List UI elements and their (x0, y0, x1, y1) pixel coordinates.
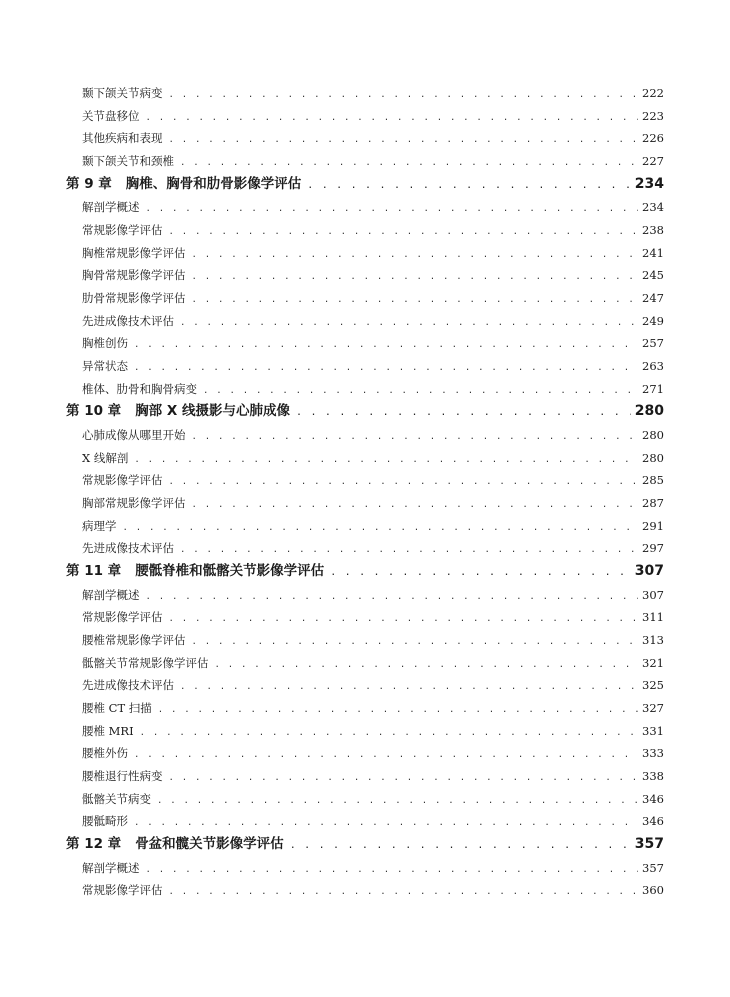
toc-chapter-entry[interactable] (66, 173, 664, 197)
section-title-text: 病理学 (82, 518, 117, 533)
section-title (82, 264, 192, 287)
dot-leader (134, 812, 638, 835)
section-title-text: 异常状态 (82, 359, 128, 374)
section-title (82, 378, 203, 401)
chapter-number: 第 12 章 (66, 836, 122, 853)
section-title (82, 629, 192, 652)
dot-leader (146, 586, 639, 609)
dot-leader (192, 494, 639, 517)
dot-leader (192, 631, 639, 654)
section-title (82, 82, 169, 105)
section-title-text: 颞下颌关节病变 (82, 86, 163, 100)
dot-leader (192, 266, 639, 289)
section-title (82, 219, 169, 242)
toc-section-entry[interactable] (66, 242, 664, 265)
dot-leader (180, 312, 638, 335)
dot-leader (169, 221, 639, 244)
section-title (82, 447, 134, 470)
page-number: 280 (634, 403, 664, 420)
section-title (82, 606, 169, 629)
toc-section-entry[interactable] (66, 219, 664, 242)
chapter-title: 骨盆和髋关节影像学评估 (135, 836, 284, 853)
section-title-text: 先进成像技术评估 (82, 541, 174, 556)
page-number: 280 (642, 450, 664, 465)
page-number: 321 (642, 655, 664, 670)
toc-section-entry[interactable] (66, 629, 664, 652)
page-number: 313 (642, 632, 664, 647)
page-number: 287 (642, 496, 664, 510)
dot-leader (169, 608, 639, 631)
page-number: 222 (642, 86, 664, 100)
section-title-text: 腰椎退行性病变 (82, 769, 163, 784)
section-title-text: 先进成像技术评估 (82, 313, 174, 328)
dot-leader (134, 357, 638, 380)
page-number: 346 (642, 791, 664, 806)
page-number: 357 (634, 836, 664, 853)
section-title (82, 515, 123, 538)
section-title (82, 765, 169, 788)
toc-section-entry[interactable] (66, 264, 664, 287)
dot-leader (169, 471, 639, 494)
chapter-number: 第 9 章 (66, 175, 112, 192)
page-number: 325 (642, 678, 664, 693)
toc-section-entry[interactable] (66, 720, 664, 743)
section-title (82, 492, 192, 515)
dot-leader (134, 744, 638, 767)
chapter-heading (66, 833, 290, 857)
dot-leader (134, 334, 638, 357)
dot-leader (192, 244, 639, 267)
toc-section-entry[interactable] (66, 697, 664, 720)
section-title-text: 解剖学概述 (82, 860, 140, 875)
dot-leader (140, 722, 638, 745)
page-number: 227 (642, 154, 664, 169)
page-number: 357 (642, 860, 664, 875)
section-title-text: 常规影像学评估 (82, 473, 163, 488)
section-title-text: 常规影像学评估 (82, 883, 163, 898)
page-number: 238 (642, 222, 664, 237)
section-title (82, 857, 146, 880)
dot-leader (290, 834, 631, 858)
toc-section-entry[interactable] (66, 196, 664, 219)
dot-leader (146, 107, 639, 130)
section-title-text: 腰椎外伤 (82, 746, 128, 761)
toc-section-entry[interactable] (66, 127, 664, 150)
dot-leader (192, 289, 639, 312)
page-number: 257 (642, 336, 664, 351)
toc-section-entry[interactable] (66, 378, 664, 401)
toc-section-entry[interactable] (66, 765, 664, 788)
dot-leader (169, 767, 639, 790)
toc-section-entry[interactable] (66, 355, 664, 378)
chapter-title: 腰骶脊椎和骶髂关节影像学评估 (135, 563, 325, 580)
page-number: 247 (642, 291, 664, 305)
dot-leader (307, 174, 630, 198)
chapter-number: 第 10 章 (66, 403, 122, 420)
section-title-text: 腰椎 CT 扫描 (82, 701, 152, 715)
dot-leader (180, 152, 638, 175)
section-title (82, 652, 215, 675)
chapter-heading (66, 400, 296, 424)
page-number: 234 (642, 200, 664, 215)
toc-chapter-entry[interactable] (66, 560, 664, 584)
toc-section-entry[interactable] (66, 879, 664, 902)
page-number: 360 (642, 883, 664, 898)
page-number: 307 (642, 587, 664, 602)
page-number: 333 (642, 746, 664, 761)
chapter-title: 胸部 X 线摄影与心肺成像 (135, 403, 290, 420)
toc-section-entry[interactable] (66, 584, 664, 607)
page-number: 249 (642, 313, 664, 328)
toc-section-entry[interactable] (66, 469, 664, 492)
page-number: 280 (642, 427, 664, 442)
page-number: 307 (634, 563, 664, 580)
dot-leader (146, 198, 639, 221)
dot-leader (169, 84, 639, 107)
dot-leader (157, 790, 638, 813)
section-title-text: 腰椎常规影像学评估 (82, 632, 186, 647)
toc-section-entry[interactable] (66, 742, 664, 765)
toc-section-entry[interactable] (66, 515, 664, 538)
toc-section-entry[interactable] (66, 788, 664, 811)
section-title (82, 287, 192, 310)
toc-section-entry[interactable] (66, 674, 664, 697)
section-title-text: 胸部常规影像学评估 (82, 496, 186, 510)
dot-leader (169, 129, 639, 152)
page-number: 263 (642, 359, 664, 374)
page-number: 245 (642, 268, 664, 283)
page-number: 285 (642, 473, 664, 488)
toc-section-entry[interactable] (66, 105, 664, 128)
toc-section-entry[interactable] (66, 606, 664, 629)
section-title (82, 105, 146, 128)
toc-chapter-entry[interactable] (66, 400, 664, 424)
section-title (82, 424, 192, 447)
section-title-text: 胸骨常规影像学评估 (82, 268, 186, 283)
section-title (82, 742, 134, 765)
toc-section-entry[interactable] (66, 810, 664, 833)
page-number: 271 (642, 381, 664, 396)
section-title-text: 解剖学概述 (82, 587, 140, 602)
chapter-heading (66, 173, 307, 197)
toc-section-entry[interactable] (66, 82, 664, 105)
section-title (82, 332, 134, 355)
section-title-text: 先进成像技术评估 (82, 678, 174, 693)
section-title-text: 椎体、肋骨和胸骨病变 (82, 381, 197, 396)
section-title-text: 颞下颌关节和颈椎 (82, 154, 174, 169)
dot-leader (169, 881, 639, 904)
page-number: 327 (642, 701, 664, 715)
section-title (82, 879, 169, 902)
dot-leader (146, 859, 639, 882)
section-title (82, 537, 180, 560)
section-title-text: 常规影像学评估 (82, 222, 163, 237)
toc-section-entry[interactable] (66, 447, 664, 470)
section-title (82, 242, 192, 265)
section-title (82, 697, 158, 720)
chapter-title: 胸椎、胸骨和肋骨影像学评估 (125, 175, 302, 192)
toc-section-entry[interactable] (66, 310, 664, 333)
section-title-text: 常规影像学评估 (82, 610, 163, 625)
toc-section-entry[interactable] (66, 287, 664, 310)
section-title-text: 肋骨常规影像学评估 (82, 291, 186, 305)
page-number: 291 (642, 518, 664, 533)
page-number: 346 (642, 814, 664, 829)
section-title (82, 310, 180, 333)
section-title-text: 骶髂关节病变 (82, 791, 151, 806)
page-number: 241 (642, 245, 664, 260)
page-number: 226 (642, 131, 664, 146)
section-title-text: 腰椎 MRI (82, 723, 134, 738)
section-title (82, 810, 134, 833)
toc-section-entry[interactable] (66, 150, 664, 173)
toc-section-entry[interactable] (66, 857, 664, 880)
table-of-contents (66, 82, 664, 902)
dot-leader (330, 561, 631, 585)
section-title (82, 196, 146, 219)
section-title-text: 其他疾病和表现 (82, 131, 163, 146)
page-number: 297 (642, 541, 664, 556)
section-title (82, 150, 180, 173)
section-title (82, 720, 140, 743)
dot-leader (158, 699, 638, 722)
section-title-text: X 线解剖 (82, 450, 129, 465)
section-title-text: 骶髂关节常规影像学评估 (82, 655, 209, 670)
section-title-text: 关节盘移位 (82, 108, 140, 123)
dot-leader (296, 401, 631, 425)
section-title (82, 584, 146, 607)
dot-leader (123, 517, 639, 540)
section-title (82, 355, 134, 378)
section-title-text: 解剖学概述 (82, 200, 140, 215)
dot-leader (180, 676, 638, 699)
section-title (82, 674, 180, 697)
page-number: 234 (634, 175, 664, 192)
page-number: 338 (642, 769, 664, 784)
section-title-text: 心肺成像从哪里开始 (82, 427, 186, 442)
dot-leader (215, 654, 639, 677)
section-title (82, 127, 169, 150)
toc-section-entry[interactable] (66, 537, 664, 560)
page-number: 311 (642, 610, 664, 625)
toc-chapter-entry[interactable] (66, 833, 664, 857)
section-title (82, 469, 169, 492)
chapter-heading (66, 560, 330, 584)
section-title-text: 腰骶畸形 (82, 814, 128, 829)
toc-section-entry[interactable] (66, 424, 664, 447)
toc-section-entry[interactable] (66, 492, 664, 515)
section-title (82, 788, 157, 811)
toc-section-entry[interactable] (66, 332, 664, 355)
dot-leader (203, 380, 638, 403)
page-number: 331 (642, 723, 664, 738)
dot-leader (134, 449, 638, 472)
dot-leader (192, 426, 639, 449)
section-title-text: 胸椎常规影像学评估 (82, 245, 186, 260)
toc-section-entry[interactable] (66, 652, 664, 675)
chapter-number: 第 11 章 (66, 563, 122, 580)
section-title-text: 胸椎创伤 (82, 336, 128, 351)
page-number: 223 (642, 108, 664, 123)
dot-leader (180, 539, 638, 562)
